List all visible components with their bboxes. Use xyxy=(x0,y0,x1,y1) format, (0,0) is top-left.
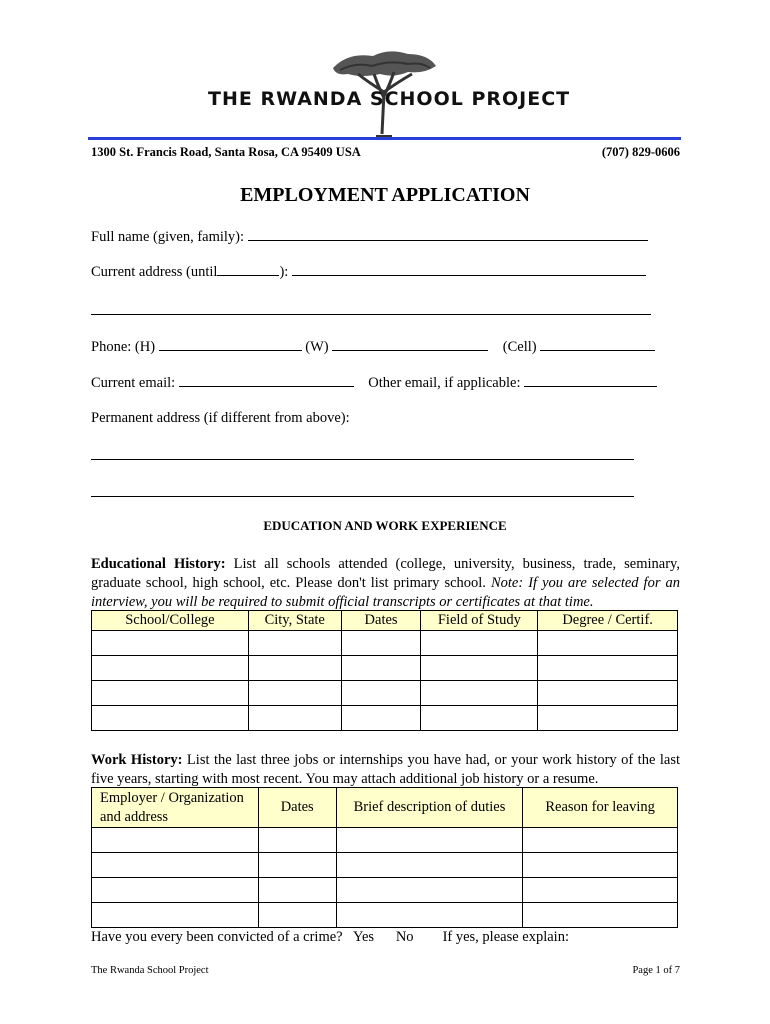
table-cell[interactable] xyxy=(92,706,249,731)
table-cell[interactable] xyxy=(336,828,523,853)
phone-row xyxy=(91,337,655,356)
table-cell[interactable] xyxy=(336,853,523,878)
work-instructions xyxy=(91,751,680,789)
table-cell[interactable] xyxy=(523,903,678,928)
table-row xyxy=(92,631,678,656)
full-name-row xyxy=(91,227,648,246)
education-col-degree: Degree / Certif. xyxy=(538,611,678,631)
current-address-line-2[interactable] xyxy=(91,314,651,315)
education-col-field: Field of Study xyxy=(421,611,538,631)
table-cell[interactable] xyxy=(248,681,341,706)
current-address-row xyxy=(91,262,646,281)
work-table xyxy=(91,787,678,928)
table-cell[interactable] xyxy=(523,853,678,878)
table-row xyxy=(92,706,678,731)
table-cell[interactable] xyxy=(258,878,336,903)
education-col-dates: Dates xyxy=(341,611,421,631)
phone-work-label: (W) xyxy=(305,339,329,355)
current-address-label: Current address (until xyxy=(91,264,218,280)
organization-phone: (707) 829-0606 xyxy=(601,145,680,159)
page-title: EMPLOYMENT APPLICATION xyxy=(240,184,530,206)
education-table xyxy=(91,610,678,731)
table-cell[interactable] xyxy=(538,656,678,681)
other-email-label: Other email, if applicable: xyxy=(368,375,521,391)
phone-cell-label: (Cell) xyxy=(502,339,537,355)
table-cell[interactable] xyxy=(538,631,678,656)
table-cell[interactable] xyxy=(92,828,259,853)
table-cell[interactable] xyxy=(92,681,249,706)
current-address-field[interactable] xyxy=(292,262,646,276)
table-cell[interactable] xyxy=(258,828,336,853)
education-lead: Educational History: xyxy=(91,556,226,572)
table-cell[interactable] xyxy=(523,878,678,903)
page-number: Page 1 of 7 xyxy=(632,965,680,976)
table-cell[interactable] xyxy=(92,878,259,903)
table-cell[interactable] xyxy=(248,631,341,656)
table-cell[interactable] xyxy=(538,681,678,706)
education-instructions xyxy=(91,555,680,612)
phone-home-field[interactable] xyxy=(159,337,302,351)
table-cell[interactable] xyxy=(336,878,523,903)
table-cell[interactable] xyxy=(421,631,538,656)
permanent-address-line-1[interactable] xyxy=(91,459,634,460)
full-name-label: Full name (given, family): xyxy=(91,229,245,245)
work-text: List the last three jobs or internships you have had, or your work history of the last five years, starting with most recent. You may attach additional job history or a resume. xyxy=(91,752,680,787)
crime-no-option[interactable]: No xyxy=(395,929,414,945)
crime-explain-label: If yes, please explain: xyxy=(442,929,569,945)
other-email-field[interactable] xyxy=(524,373,657,387)
full-name-field[interactable] xyxy=(248,227,648,241)
work-col-duties: Brief description of duties xyxy=(336,788,523,828)
permanent-address-label: Permanent address (if different from above): xyxy=(91,410,350,426)
current-address-suffix: ): xyxy=(279,264,289,280)
crime-question: Have you every been convicted of a crime? xyxy=(91,929,343,945)
organization-address: 1300 St. Francis Road, Santa Rosa, CA 95409 USA xyxy=(91,145,361,159)
table-cell[interactable] xyxy=(92,656,249,681)
table-row xyxy=(92,656,678,681)
table-cell[interactable] xyxy=(523,828,678,853)
table-cell[interactable] xyxy=(341,631,421,656)
table-cell[interactable] xyxy=(538,706,678,731)
phone-work-field[interactable] xyxy=(332,337,488,351)
table-cell[interactable] xyxy=(248,706,341,731)
table-cell[interactable] xyxy=(92,903,259,928)
phone-home-label: Phone: (H) xyxy=(91,339,156,355)
work-lead: Work History: xyxy=(91,752,183,768)
email-row xyxy=(91,373,657,392)
current-email-field[interactable] xyxy=(179,373,354,387)
permanent-address-line-2[interactable] xyxy=(91,496,634,497)
logo xyxy=(200,48,570,138)
crime-row xyxy=(91,929,569,946)
table-cell[interactable] xyxy=(92,631,249,656)
table-row xyxy=(92,903,678,928)
table-row xyxy=(92,828,678,853)
table-cell[interactable] xyxy=(421,656,538,681)
work-col-reason: Reason for leaving xyxy=(523,788,678,828)
current-email-label: Current email: xyxy=(91,375,176,391)
crime-yes-option[interactable]: Yes xyxy=(352,929,375,945)
section-title: EDUCATION AND WORK EXPERIENCE xyxy=(263,518,507,533)
footer-organization: The Rwanda School Project xyxy=(91,965,209,976)
work-col-employer: Employer / Organization and address xyxy=(92,788,259,828)
table-cell[interactable] xyxy=(341,706,421,731)
address-until-field[interactable] xyxy=(217,262,279,276)
table-cell[interactable] xyxy=(248,656,341,681)
education-col-city: City, State xyxy=(248,611,341,631)
work-col-dates: Dates xyxy=(258,788,336,828)
table-cell[interactable] xyxy=(258,853,336,878)
table-row xyxy=(92,878,678,903)
table-row xyxy=(92,681,678,706)
table-cell[interactable] xyxy=(341,681,421,706)
table-cell[interactable] xyxy=(341,656,421,681)
table-cell[interactable] xyxy=(336,903,523,928)
education-note: Note: If you are selected for an interview, you will be required to submit official transcripts or certificates at that time. xyxy=(91,575,680,610)
table-cell[interactable] xyxy=(92,853,259,878)
table-cell[interactable] xyxy=(421,706,538,731)
table-row xyxy=(92,853,678,878)
education-col-school: School/College xyxy=(92,611,249,631)
header-rule xyxy=(88,137,681,140)
education-text: List all schools attended (college, university, business, trade, seminary, graduate school, high school, etc. Please don't list primary school. xyxy=(91,556,680,591)
phone-cell-field[interactable] xyxy=(540,337,655,351)
table-cell[interactable] xyxy=(258,903,336,928)
logo-text: THE RWANDA SCHOOL PROJECT xyxy=(208,88,571,110)
table-cell[interactable] xyxy=(421,681,538,706)
